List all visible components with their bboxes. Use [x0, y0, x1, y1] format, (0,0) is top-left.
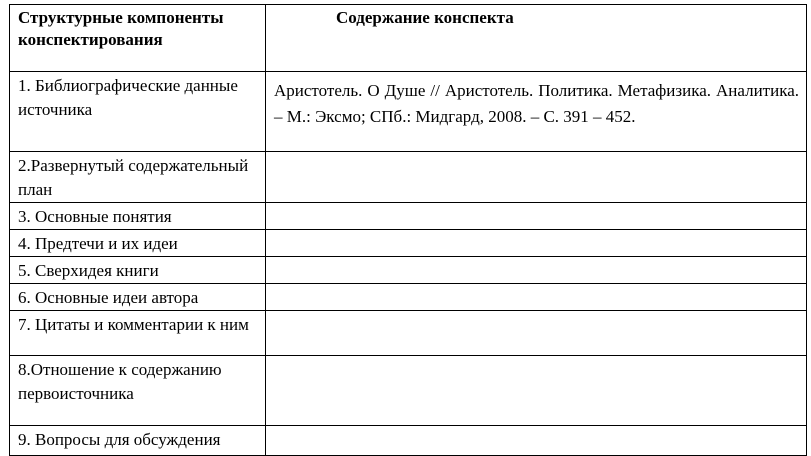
table-row [10, 72, 807, 152]
row-label-quotes: 7. Цитаты и комментарии к ним [10, 311, 266, 356]
row-content-predecessors [266, 230, 807, 257]
table-row [10, 152, 807, 203]
row-content-attitude [266, 356, 807, 426]
table-row [10, 284, 807, 311]
row-label-attitude: 8.Отношение к содержанию первоисточника [10, 356, 266, 426]
table-row [10, 356, 807, 426]
table-row [10, 203, 807, 230]
row-label-predecessors: 4. Предтечи и их идеи [10, 230, 266, 257]
table-row [10, 426, 807, 456]
row-label-super-idea: 5. Сверхидея книги [10, 257, 266, 284]
row-label-detailed-plan: 2.Развернутый содержательный план [10, 152, 266, 203]
row-content-basic-concepts [266, 203, 807, 230]
row-label-main-ideas: 6. Основные идеи автора [10, 284, 266, 311]
row-label-basic-concepts: 3. Основные понятия [10, 203, 266, 230]
table-row [10, 230, 807, 257]
header-structural-components: Структурные компоненты конспектирования [10, 5, 266, 72]
row-content-detailed-plan [266, 152, 807, 203]
row-content-bibliographic-data [266, 72, 807, 152]
row-content-main-ideas [266, 284, 807, 311]
table-row [10, 257, 807, 284]
header-summary-content: Содержание конспекта [266, 5, 807, 72]
summary-table [9, 4, 807, 456]
table-header-row [10, 5, 807, 72]
bibliographic-reference: Аристотель. О Душе // Аристотель. Политика. Метафизика. Аналитика. – М.: Эксмо; СПб.: Мидгард, 2008. – С. 391 – 452. [274, 81, 799, 126]
row-content-discussion-questions [266, 426, 807, 456]
table-row [10, 311, 807, 356]
row-content-quotes [266, 311, 807, 356]
row-label-discussion-questions: 9. Вопросы для обсуждения [10, 426, 266, 456]
row-content-super-idea [266, 257, 807, 284]
row-label-bibliographic-data: 1. Библиографические данные источника [10, 72, 266, 152]
